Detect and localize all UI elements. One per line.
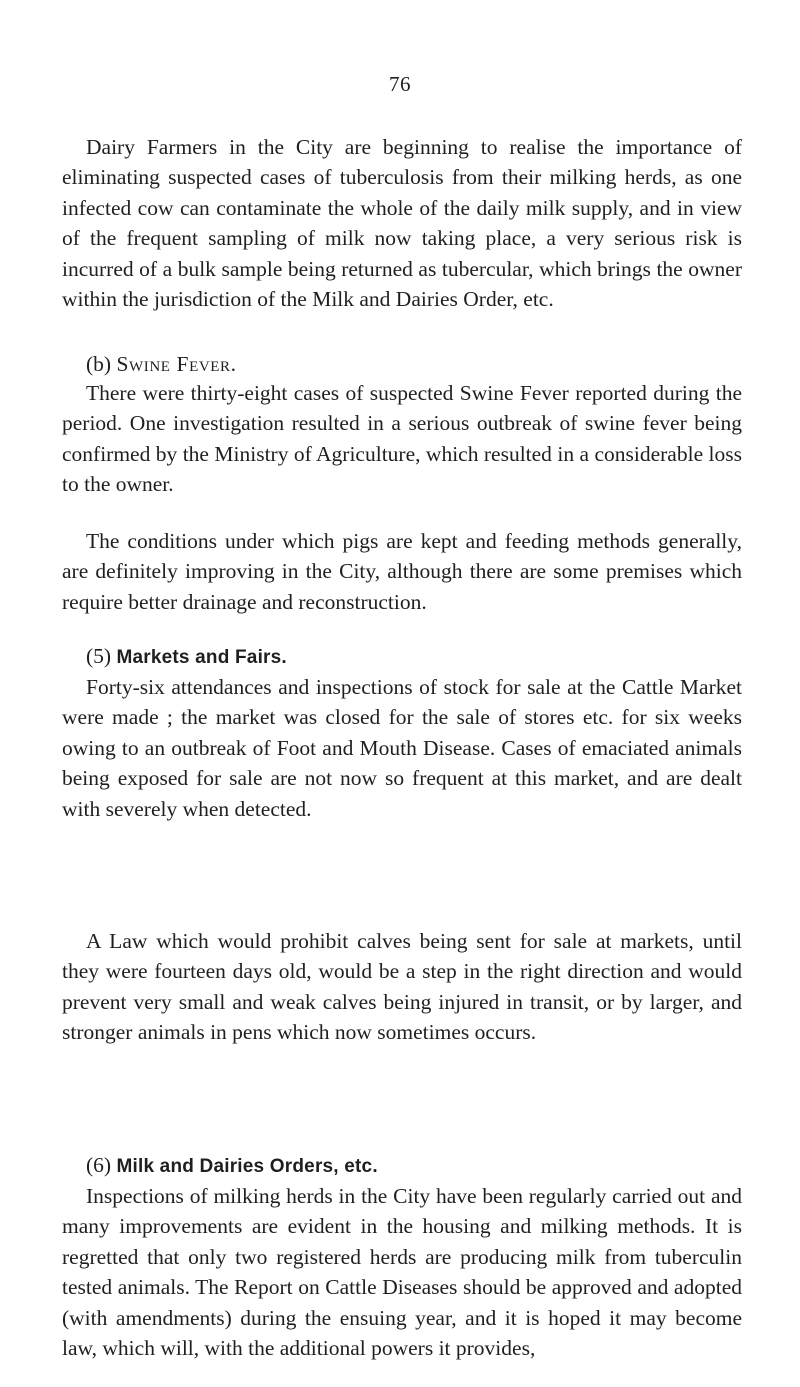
markets-paragraph-1: Forty-six attendances and inspections of stock for sale at the Cattle Market were made ; the market was closed for the sale of stores etc. for six weeks owing to an outbreak of Foot and Mouth Disease. Cases of emaciated animals being exposed for sale are not now so frequent at this market, and are dealt with severely when detected. — [62, 675, 742, 821]
swine-fever-conditions-section — [62, 526, 742, 617]
intro-section — [62, 132, 742, 314]
swine-fever-heading-title: Swine Fever. — [116, 352, 237, 376]
swine-fever-paragraph-2: The conditions under which pigs are kept and feeding methods generally, are definitely improving in the City, although there are some premises which require better drainage and reconstruction. — [62, 529, 742, 614]
markets-heading — [62, 642, 742, 672]
markets-section — [62, 642, 742, 824]
swine-fever-heading-label: (b) — [86, 352, 112, 376]
swine-fever-section — [62, 350, 742, 500]
swine-fever-paragraph-1: There were thirty-eight cases of suspected Swine Fever reported during the period. One investigation resulted in a serious outbreak of swine fever being confirmed by the Ministry of Agriculture, which resulted in a considerable loss to the owner. — [62, 381, 742, 497]
swine-fever-heading — [62, 350, 742, 378]
milk-dairies-heading-number: (6) — [86, 1153, 112, 1177]
markets-heading-number: (5) — [86, 644, 112, 668]
milk-dairies-heading-title: Milk and Dairies Orders, etc. — [116, 1156, 378, 1177]
milk-dairies-heading — [62, 1151, 742, 1181]
markets-paragraph-2: A Law which would prohibit calves being sent for sale at markets, until they were fourteen days old, would be a step in the right direction and would prevent very small and weak calves being injured in transit, or by larger, and stronger animals in pens which now sometimes occurs. — [62, 929, 742, 1045]
markets-law-section — [62, 926, 742, 1048]
intro-paragraph: Dairy Farmers in the City are beginning to realise the importance of eliminating suspected cases of tuberculosis from their milking herds, as one infected cow can contaminate the whole of the daily milk supply, and in view of the frequent sampling of milk now taking place, a very serious risk is incurred of a bulk sample being returned as tubercular, which brings the owner within the jurisdiction of the Milk and Dairies Order, etc. — [62, 135, 742, 312]
milk-dairies-section — [62, 1151, 742, 1363]
milk-dairies-paragraph-1: Inspections of milking herds in the City have been regularly carried out and many improvements are evident in the housing and milking methods. It is regretted that only two registered herds are producing milk from tuberculin tested animals. The Report on Cattle Diseases should be approved and adopted (with amendments) during the ensuing year, and it is hoped it may become law, which will, with the additional powers it provides, — [62, 1184, 742, 1361]
page-number: 76 — [389, 72, 411, 96]
markets-heading-title: Markets and Fairs. — [116, 647, 287, 668]
